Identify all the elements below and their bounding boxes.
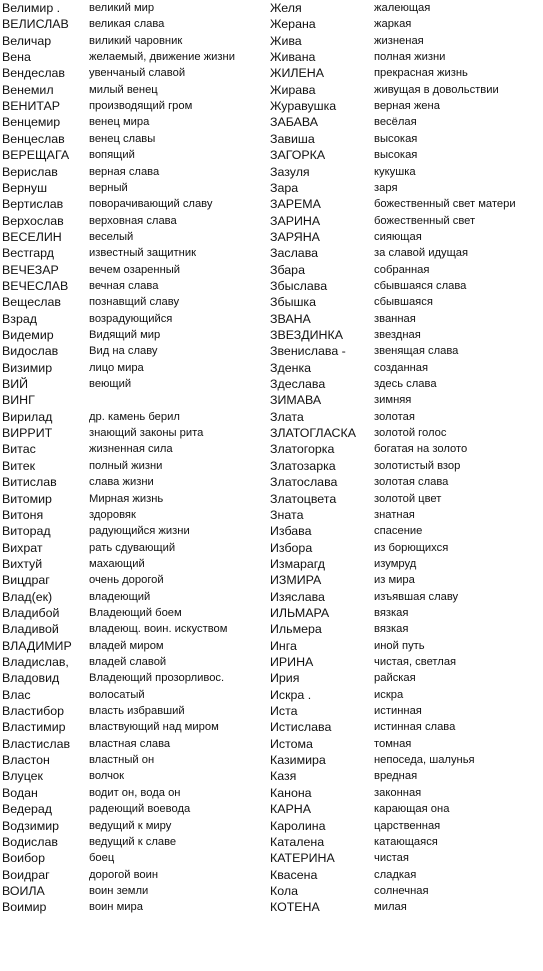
- male-name: Витас: [2, 442, 36, 457]
- female-meaning: милая: [374, 901, 407, 914]
- male-meaning: возрадующийся: [89, 312, 173, 325]
- male-name: Воимир: [2, 900, 47, 915]
- table-row: [0, 49, 543, 65]
- table-row: [0, 441, 543, 457]
- female-meaning: иной путь: [374, 639, 425, 652]
- female-name: Избора: [270, 540, 313, 555]
- table-row: [0, 147, 543, 163]
- female-name: Златослава: [270, 475, 338, 490]
- table-row: [0, 0, 543, 16]
- female-name: Искра .: [270, 687, 312, 702]
- table-row: [0, 556, 543, 572]
- female-meaning: солнечная: [374, 884, 429, 897]
- male-meaning: известный защитник: [89, 247, 196, 260]
- male-name: Вернуш: [2, 180, 48, 195]
- female-name: ЗАРИНА: [270, 213, 321, 228]
- female-name: Здеслава: [270, 377, 326, 392]
- female-meaning: полная жизни: [374, 51, 446, 64]
- female-meaning: изъявшая славу: [374, 590, 459, 603]
- male-name: Видослав: [2, 344, 59, 359]
- male-meaning: вечная слава: [89, 279, 159, 292]
- female-meaning: из борющихся: [374, 541, 449, 554]
- table-row: [0, 131, 543, 147]
- male-name: Воибор: [2, 851, 45, 866]
- female-name: ЗАРЕМА: [270, 197, 321, 212]
- table-row: [0, 327, 543, 343]
- male-meaning: желаемый, движение жизни: [89, 51, 235, 64]
- male-meaning: боец: [89, 852, 115, 865]
- male-name: ВИНГ: [2, 393, 35, 408]
- female-meaning: золотая слава: [374, 476, 449, 489]
- female-name: ЗАГОРКА: [270, 148, 326, 163]
- male-name: Властон: [2, 753, 50, 768]
- female-meaning: райская: [374, 672, 416, 685]
- female-meaning: из мира: [374, 574, 415, 587]
- female-meaning: здесь слава: [374, 378, 437, 391]
- male-name: Влуцек: [2, 769, 43, 784]
- female-meaning: заря: [374, 181, 398, 194]
- female-meaning: жаркая: [374, 18, 412, 31]
- female-meaning: живущая в довольствии: [374, 83, 499, 96]
- male-meaning: производящий гром: [89, 100, 193, 113]
- male-name: Влас: [2, 687, 31, 702]
- female-meaning: царственная: [374, 819, 441, 832]
- male-name: ВЕЧЕЗАР: [2, 262, 59, 277]
- table-row: [0, 409, 543, 425]
- female-name: Журавушка: [270, 99, 337, 114]
- female-meaning: сбывшаяся: [374, 296, 433, 309]
- female-meaning: жалеющая: [374, 2, 431, 14]
- table-row: [0, 638, 543, 654]
- table-row: [0, 670, 543, 686]
- male-meaning: др. камень берил: [89, 410, 180, 423]
- female-name: Звенислава -: [270, 344, 346, 359]
- female-name: Заслава: [270, 246, 319, 261]
- female-meaning: сладкая: [374, 868, 417, 881]
- male-meaning: воин земли: [89, 884, 149, 897]
- female-meaning: за славой идущая: [374, 247, 469, 260]
- male-meaning: ведущий к славе: [89, 835, 177, 848]
- male-name: Величар: [2, 33, 52, 48]
- female-name: ЗАБАВА: [270, 115, 318, 130]
- female-meaning: карающая она: [374, 803, 450, 816]
- female-name: Истислава: [270, 720, 332, 735]
- female-name: Желя: [270, 1, 302, 15]
- male-name: ВЕЧЕСЛАВ: [2, 278, 69, 293]
- table-row: [0, 82, 543, 98]
- table-row: [0, 262, 543, 278]
- male-name: Властислав: [2, 736, 71, 751]
- male-meaning: вечем озаренный: [89, 263, 181, 276]
- male-meaning: познавщий славу: [89, 296, 180, 309]
- table-row: [0, 605, 543, 621]
- female-name: Казя: [270, 769, 297, 784]
- male-meaning: власть избравший: [89, 705, 185, 718]
- male-name: Верхослав: [2, 213, 64, 228]
- male-meaning: рать сдувающий: [89, 541, 176, 554]
- male-name: Вена: [2, 50, 31, 65]
- male-name: Владовид: [2, 671, 60, 686]
- table-row: [0, 768, 543, 784]
- table-row: [0, 491, 543, 507]
- table-row: [0, 458, 543, 474]
- male-name: Властимир: [2, 720, 66, 735]
- table-row: [0, 785, 543, 801]
- female-name: Квасена: [270, 867, 318, 882]
- female-meaning: богатая на золото: [374, 443, 468, 456]
- male-name: Витоня: [2, 507, 44, 522]
- female-name: Инга: [270, 638, 297, 653]
- female-name: Збышка: [270, 295, 317, 310]
- female-name: ЗЛАТОГЛАСКА: [270, 426, 356, 441]
- table-row: [0, 719, 543, 735]
- male-name: Вещеслав: [2, 295, 62, 310]
- female-meaning: созданная: [374, 361, 429, 374]
- male-name: Визимир: [2, 360, 53, 375]
- male-meaning: веселый: [89, 230, 134, 243]
- female-meaning: истинная: [374, 705, 422, 718]
- female-meaning: истинная слава: [374, 721, 456, 734]
- male-meaning: Владеющий боем: [89, 606, 182, 619]
- female-name: Ильмера: [270, 622, 322, 637]
- male-meaning: венец славы: [89, 132, 156, 145]
- female-name: Иста: [270, 704, 298, 719]
- table-row: [0, 392, 543, 408]
- male-name: ВОИЛА: [2, 883, 45, 898]
- table-row: [0, 899, 543, 915]
- male-name: Водан: [2, 785, 38, 800]
- male-meaning: милый венец: [89, 83, 158, 96]
- female-name: Каталена: [270, 834, 325, 849]
- female-name: Знатa: [270, 507, 304, 522]
- table-row: [0, 343, 543, 359]
- male-meaning: знающий законы рита: [89, 427, 204, 440]
- male-name: Витек: [2, 458, 36, 473]
- male-meaning: властвующий над миром: [89, 721, 219, 734]
- male-name: ВЕСЕЛИН: [2, 229, 62, 244]
- male-name: Вирилад: [2, 409, 53, 424]
- female-name: Каролина: [270, 818, 326, 833]
- male-meaning: верховная слава: [89, 214, 177, 227]
- male-name: Вестгард: [2, 246, 55, 261]
- female-name: КАТЕРИНА: [270, 851, 335, 866]
- male-meaning: ведущий к миру: [89, 819, 172, 832]
- male-name: Венцемир: [2, 115, 61, 130]
- table-row: [0, 883, 543, 899]
- female-name: Изяслава: [270, 589, 325, 604]
- table-row: [0, 589, 543, 605]
- male-name: Ведерад: [2, 802, 53, 817]
- male-meaning: очень дорогой: [89, 574, 164, 587]
- male-meaning: здоровяк: [89, 508, 136, 521]
- female-meaning: званная: [374, 312, 416, 325]
- male-name: Вертислав: [2, 197, 64, 212]
- male-meaning: увенчаный славой: [89, 67, 186, 80]
- male-meaning: волчок: [89, 770, 125, 783]
- female-meaning: катающаяся: [374, 835, 438, 848]
- female-meaning: знатная: [374, 508, 415, 521]
- table-row: [0, 687, 543, 703]
- male-name: ВИРРИТ: [2, 426, 53, 441]
- table-row: [0, 376, 543, 392]
- female-name: Збыслава: [270, 278, 328, 293]
- male-name: ВЛАДИМИР: [2, 638, 72, 653]
- male-name: Владибой: [2, 605, 60, 620]
- female-name: Измарагд: [270, 556, 325, 571]
- female-name: Злата: [270, 409, 304, 424]
- male-meaning: великая слава: [89, 18, 165, 31]
- table-row: [0, 752, 543, 768]
- table-row: [0, 850, 543, 866]
- female-meaning: золотой цвет: [374, 492, 442, 505]
- male-name: Видемир: [2, 328, 54, 342]
- male-meaning: воин мира: [89, 901, 143, 914]
- female-name: Златоцвета: [270, 491, 337, 506]
- female-meaning: сияющая: [374, 230, 422, 243]
- male-meaning: веющий: [89, 378, 132, 391]
- female-name: Избава: [270, 524, 312, 539]
- female-name: Зденка: [270, 360, 312, 375]
- female-meaning: верная жена: [374, 100, 440, 113]
- male-meaning: махающий: [89, 557, 145, 570]
- male-meaning: слава жизни: [89, 476, 154, 489]
- male-meaning: властная слава: [89, 737, 171, 750]
- male-meaning: лицо мира: [89, 361, 144, 374]
- table-row: [0, 572, 543, 588]
- table-row: [0, 164, 543, 180]
- male-name: Воидраг: [2, 867, 50, 882]
- female-name: Зара: [270, 180, 299, 195]
- female-name: Жива: [270, 33, 302, 48]
- male-name: Вицдраг: [2, 573, 50, 588]
- male-name: Вендеслав: [2, 66, 66, 81]
- male-name: Вихтуй: [2, 556, 43, 571]
- male-meaning: жизненная сила: [89, 443, 173, 456]
- female-meaning: золотая: [374, 410, 415, 423]
- male-name: Верислав: [2, 164, 58, 179]
- female-meaning: чистая, светлая: [374, 656, 457, 668]
- table-row: [0, 425, 543, 441]
- table-row: [0, 703, 543, 719]
- female-meaning: весёлая: [374, 116, 417, 129]
- table-row: [0, 196, 543, 212]
- table-row: [0, 621, 543, 637]
- female-name: ИРИНА: [270, 655, 314, 669]
- female-name: Казимира: [270, 753, 326, 768]
- female-name: Ирия: [270, 671, 300, 686]
- female-meaning: законная: [374, 786, 422, 799]
- female-name: Живана: [270, 50, 316, 65]
- female-meaning: золотистый взор: [374, 459, 461, 472]
- male-name: Венцеслав: [2, 131, 65, 146]
- female-meaning: звездная: [374, 329, 421, 341]
- female-name: Кола: [270, 883, 298, 898]
- female-name: ЗВАНА: [270, 311, 311, 326]
- male-meaning: верный: [89, 181, 128, 194]
- male-meaning: владей славой: [89, 656, 167, 668]
- table-row: [0, 523, 543, 539]
- female-meaning: изумруд: [374, 557, 417, 570]
- female-name: Златозарка: [270, 458, 336, 473]
- female-meaning: кукушка: [374, 165, 416, 178]
- male-name: Вихрат: [2, 540, 43, 555]
- female-name: ЗВЕЗДИНКА: [270, 328, 343, 342]
- table-row: [0, 654, 543, 670]
- male-name: Водислав: [2, 834, 58, 849]
- male-meaning: дорогой воин: [89, 868, 159, 881]
- table-row: [0, 311, 543, 327]
- table-row: [0, 98, 543, 114]
- female-name: КАРНА: [270, 802, 311, 817]
- male-meaning: радующийся жизни: [89, 525, 190, 538]
- female-meaning: прекрасная жизнь: [374, 67, 468, 80]
- male-name: ВЕРЕЩАГА: [2, 148, 70, 163]
- table-row: [0, 507, 543, 523]
- female-name: Завиша: [270, 131, 315, 146]
- table-row: [0, 245, 543, 261]
- male-name: Владислав,: [2, 655, 69, 669]
- female-name: ЗИМАВА: [270, 393, 322, 408]
- female-meaning: высокая: [374, 132, 418, 145]
- male-name: Витислав: [2, 475, 57, 490]
- male-meaning: владеющий: [89, 590, 151, 603]
- table-row: [0, 114, 543, 130]
- male-meaning: виликий чаровник: [89, 34, 183, 47]
- male-meaning: водит он, вода он: [89, 786, 181, 799]
- male-name: Водзимир: [2, 818, 60, 833]
- male-meaning: Видящий мир: [89, 329, 161, 341]
- female-meaning: томная: [374, 737, 412, 750]
- female-meaning: собранная: [374, 263, 430, 276]
- female-name: КОТЕНА: [270, 900, 320, 915]
- female-meaning: жизненая: [374, 34, 424, 47]
- male-name: Венемил: [2, 82, 54, 97]
- male-meaning: венец мира: [89, 116, 150, 129]
- male-meaning: владей миром: [89, 639, 164, 652]
- male-name: ВЕЛИСЛАВ: [2, 17, 69, 32]
- female-name: Жерана: [270, 17, 316, 32]
- male-meaning: радеющий воевода: [89, 803, 191, 816]
- table-row: [0, 736, 543, 752]
- female-meaning: божественный свет матери: [374, 198, 516, 211]
- table-row: [0, 213, 543, 229]
- male-name: Влад(ек): [2, 589, 53, 604]
- table-row: [0, 818, 543, 834]
- table-row: [0, 278, 543, 294]
- table-row: [0, 180, 543, 196]
- male-name: Взрад: [2, 311, 37, 326]
- female-meaning: вязкая: [374, 623, 409, 636]
- female-name: Канона: [270, 785, 312, 800]
- male-meaning: верная слава: [89, 165, 160, 178]
- female-meaning: зимняя: [374, 394, 412, 407]
- male-meaning: Владеющий прозорливос.: [89, 672, 225, 685]
- table-row: [0, 33, 543, 49]
- female-name: ИЗМИРА: [270, 573, 322, 588]
- table-row: [0, 474, 543, 490]
- table-row: [0, 540, 543, 556]
- male-name: Витомир: [2, 491, 52, 506]
- male-name: Велимир .: [2, 1, 61, 15]
- table-row: [0, 867, 543, 883]
- male-meaning: поворачивающий славу: [89, 198, 213, 211]
- female-name: Истома: [270, 736, 313, 751]
- female-meaning: вязкая: [374, 606, 409, 619]
- female-meaning: искра: [374, 688, 404, 701]
- female-meaning: золотой голос: [374, 427, 447, 440]
- male-name: ВЕНИТАР: [2, 99, 61, 114]
- female-name: Златогорка: [270, 442, 335, 457]
- table-row: [0, 360, 543, 376]
- table-row: [0, 16, 543, 32]
- female-name: Збара: [270, 262, 305, 277]
- table-row: [0, 834, 543, 850]
- male-name: ВИЙ: [2, 377, 29, 392]
- female-name: ЖИЛЕНА: [270, 66, 324, 81]
- female-meaning: непоседа, шалунья: [374, 754, 475, 767]
- female-meaning: спасение: [374, 525, 423, 538]
- female-meaning: высокая: [374, 149, 418, 162]
- male-meaning: владеющ. воин. искуством: [89, 623, 228, 636]
- male-name: Владивой: [2, 622, 59, 637]
- table-row: [0, 65, 543, 81]
- male-name: Виторад: [2, 524, 51, 539]
- table-row: [0, 229, 543, 245]
- female-name: ИЛЬМАРА: [270, 605, 330, 620]
- female-name: ЗАРЯНА: [270, 229, 320, 244]
- female-meaning: сбывшаяся слава: [374, 279, 467, 292]
- male-meaning: великий мир: [89, 2, 155, 14]
- female-meaning: звенящая слава: [374, 345, 459, 358]
- male-meaning: полный жизни: [89, 459, 163, 472]
- female-meaning: божественный свет: [374, 214, 476, 227]
- female-meaning: чистая: [374, 852, 409, 865]
- male-name: Властибор: [2, 704, 65, 719]
- male-meaning: Мирная жизнь: [89, 492, 164, 505]
- female-name: Зазуля: [270, 164, 310, 179]
- table-row: [0, 294, 543, 310]
- male-meaning: Вид на славу: [89, 345, 158, 358]
- female-meaning: вредная: [374, 770, 418, 783]
- male-meaning: вопящий: [89, 149, 135, 162]
- male-meaning: властный он: [89, 754, 155, 767]
- male-meaning: волосатый: [89, 688, 145, 701]
- female-name: Жирава: [270, 82, 316, 97]
- table-row: [0, 801, 543, 817]
